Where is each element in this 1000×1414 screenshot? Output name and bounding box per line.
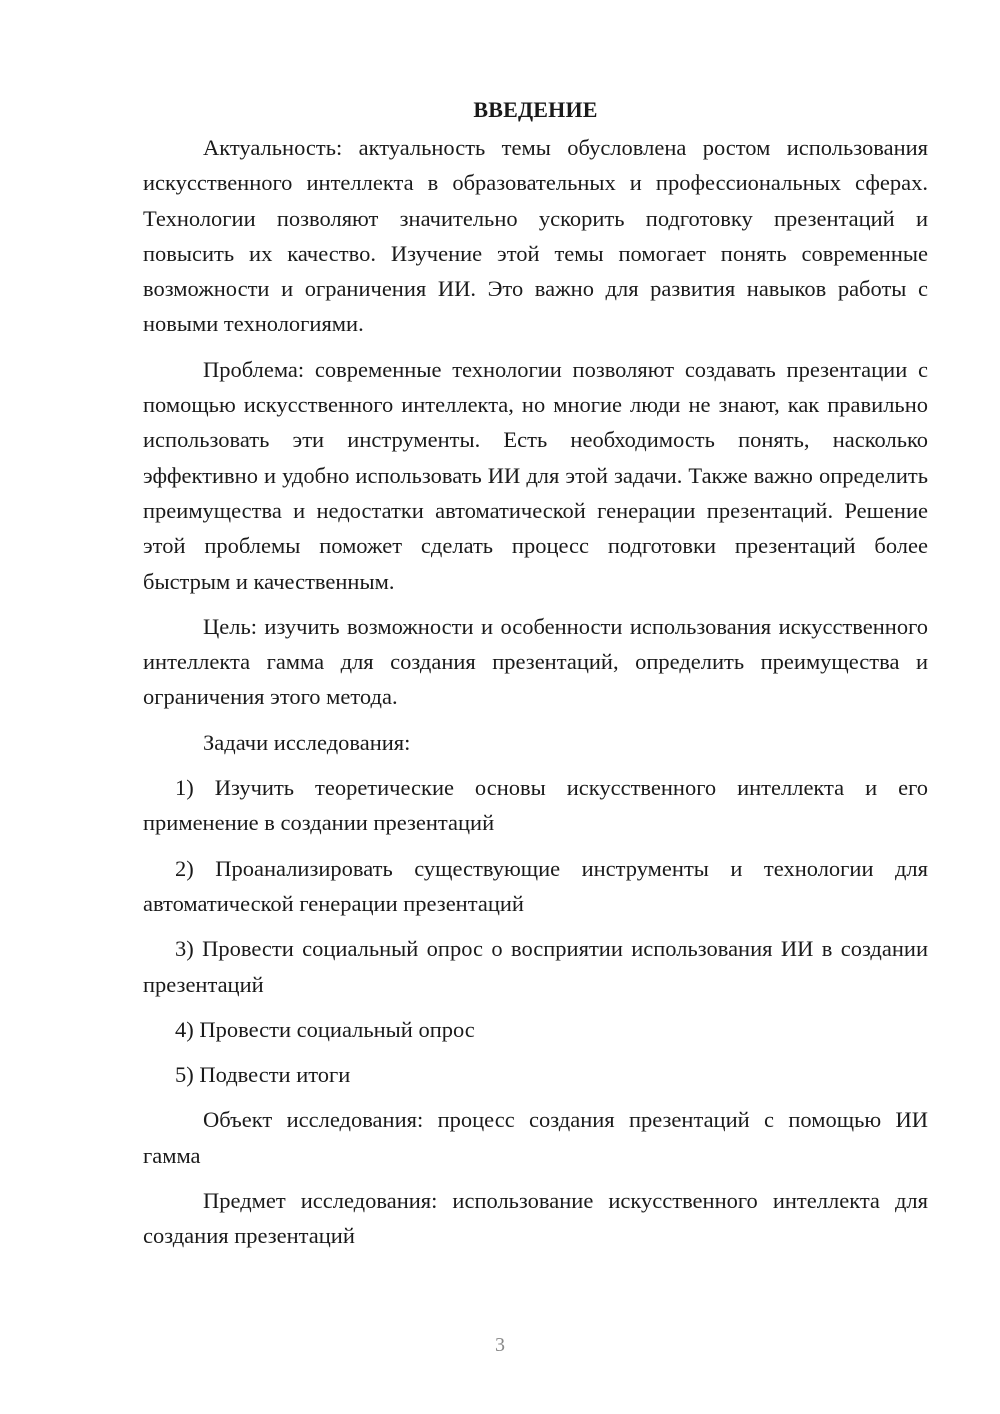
task-item-3: 3) Провести социальный опрос о восприятии использования ИИ в создании презентаций	[143, 936, 928, 997]
goal-paragraph: Цель: изучить возможности и особенности использования искусственного интеллекта гамма для создания презентаций, определить преимущества и ограничения этого метода.	[143, 613, 928, 710]
problem-paragraph: Проблема: современные технологии позволяют создавать презентации с помощью искусственного интеллекта, но многие люди не знают, как правильно использовать эти инструменты. Есть необходимость понять, насколько эффективно и удобно использовать ИИ для этой задачи. Также важно определить преимущества и недостатки автоматической генерации презентаций. Решение этой проблемы поможет сделать процесс подготовки презентаций более быстрым и качественным.	[143, 356, 928, 594]
task-item-2: 2) Проанализировать существующие инструменты и технологии для автоматической генерации презентаций	[143, 855, 928, 916]
tasks-heading: Задачи исследования:	[203, 729, 411, 755]
relevance-paragraph: Актуальность: актуальность темы обусловлена ростом использования искусственного интеллекта в образовательных и профессиональных сферах. Технологии позволяют значительно ускорить подготовку презентаций и повысить их качество. Изучение этой темы помогает понять современные возможности и ограничения ИИ. Это важно для развития навыков работы с новыми технологиями.	[143, 135, 928, 337]
research-subject-paragraph: Предмет исследования: использование искусственного интеллекта для создания презентаций	[143, 1188, 928, 1249]
page-number: 3	[495, 1334, 505, 1356]
research-object-paragraph: Объект исследования: процесс создания презентаций с помощью ИИ гамма	[143, 1107, 928, 1168]
task-item-1: 1) Изучить теоретические основы искусственного интеллекта и его применение в создании презентаций	[143, 775, 928, 836]
task-item-5: 5) Подвести итоги	[175, 1062, 351, 1088]
section-title: ВВЕДЕНИЕ	[473, 97, 598, 122]
task-item-4: 4) Провести социальный опрос	[175, 1016, 475, 1042]
document-page	[143, 92, 928, 1264]
